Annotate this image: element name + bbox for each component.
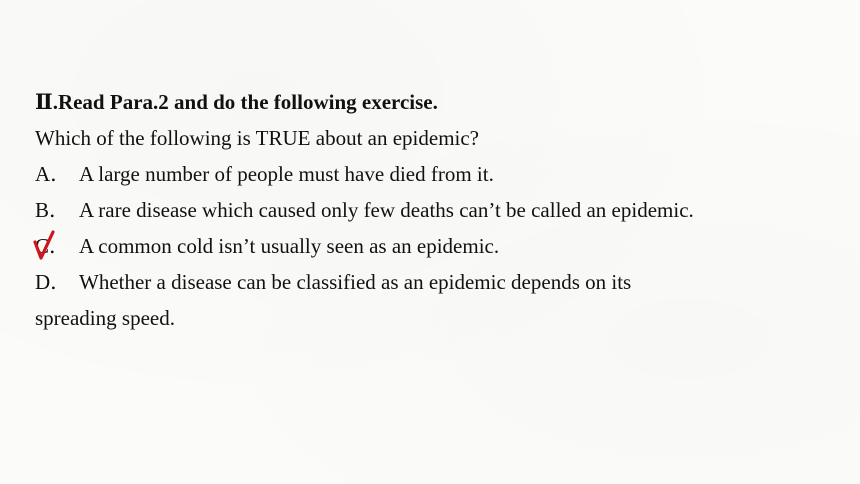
option-a [35, 156, 845, 192]
option-text: A common cold isn’t usually seen as an epidemic. [79, 234, 500, 258]
question-text: Which of the following is TRUE about an epidemic? [35, 126, 480, 150]
option-d-continuation: spreading speed. [35, 306, 175, 330]
option-c [35, 228, 845, 264]
checkmark-icon [31, 228, 57, 264]
option-text: Whether a disease can be classified as an epidemic depends on its [79, 270, 632, 294]
option-letter: D． [35, 270, 72, 294]
exercise-heading: Ⅱ.Read Para.2 and do the following exercise. [35, 90, 438, 114]
option-d [35, 264, 845, 300]
option-text: A large number of people must have died from it. [79, 162, 494, 186]
exercise-block [35, 84, 845, 336]
option-letter: A． [35, 162, 72, 186]
option-letter: C． [35, 234, 71, 258]
option-b [35, 192, 845, 228]
option-letter: B． [35, 198, 71, 222]
option-text: A rare disease which caused only few deaths can’t be called an epidemic. [79, 198, 694, 222]
